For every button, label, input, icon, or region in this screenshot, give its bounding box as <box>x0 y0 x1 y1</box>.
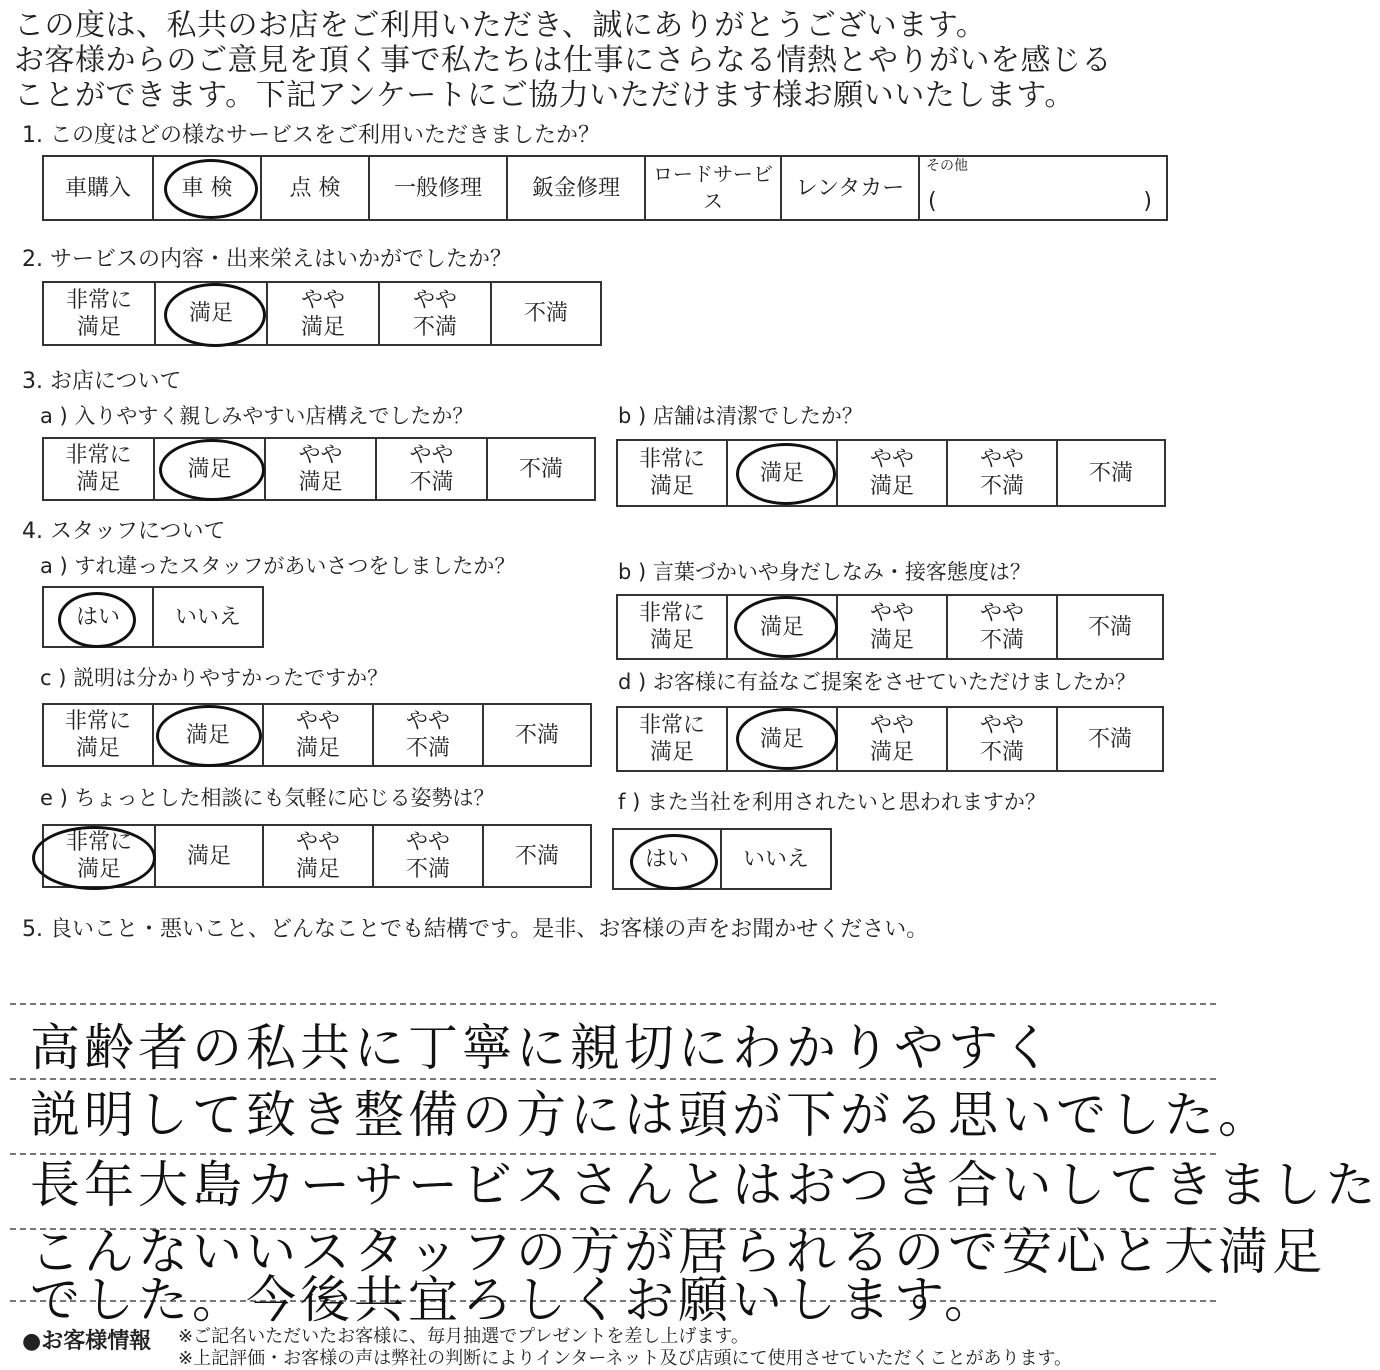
q3a-label: a ) 入りやすく親しみやすい店構えでしたか？ <box>40 404 474 428</box>
option-dissatisfied[interactable]: 不満 <box>523 301 568 326</box>
option-somewhat-satisfied[interactable]: やや 満足 <box>268 283 380 344</box>
option-somewhat-satisfied[interactable]: やや 満足 <box>838 708 948 770</box>
option-somewhat-satisfied[interactable]: やや 満足 <box>838 596 948 658</box>
option-somewhat-dissatisfied[interactable]: やや 不満 <box>948 596 1058 658</box>
intro-line: ことができます。下記アンケートにご協力いただけます様お願いいたします。 <box>14 78 1075 113</box>
option-very-satisfied[interactable]: 非常に 満足 <box>618 596 728 658</box>
option-very-satisfied[interactable]: 非常に 満足 <box>618 441 728 505</box>
option-no[interactable]: いいえ <box>742 846 809 872</box>
option-satisfied[interactable]: 満足 <box>728 441 838 505</box>
q1-option-purchase[interactable]: 車購入 <box>44 157 154 219</box>
q1-option-sheet-metal[interactable]: 鈑金修理 <box>508 157 646 219</box>
option-somewhat-satisfied[interactable]: やや 満足 <box>266 439 377 499</box>
option-somewhat-dissatisfied[interactable]: やや 不満 <box>380 283 492 344</box>
option-satisfied[interactable]: 満足 <box>156 826 264 886</box>
option-very-satisfied[interactable]: 非常に 満足 <box>618 708 728 770</box>
intro-text <box>14 8 1214 113</box>
option-satisfied[interactable]: 満足 <box>728 596 838 658</box>
q4f-yesno <box>612 828 832 890</box>
q4a-yesno <box>42 586 264 648</box>
q4-label: 4. スタッフについて <box>22 519 226 544</box>
option-satisfied[interactable]: 満足 <box>154 705 264 765</box>
option-dissatisfied[interactable]: 不満 <box>514 843 559 869</box>
q4d-label: d ) お客様に有益なご提案をさせていただけましたか？ <box>618 670 1136 694</box>
option-dissatisfied[interactable]: 不満 <box>518 456 563 482</box>
q3a-scale <box>42 437 596 501</box>
option-satisfied[interactable]: 満足 <box>156 283 268 344</box>
q4b-scale <box>616 594 1164 660</box>
customer-info-heading: ●お客様情報 <box>22 1329 152 1354</box>
intro-line: この度は、私共のお店をご利用いただき、誠にありがとうございます。 <box>14 8 987 43</box>
option-satisfied[interactable]: 満足 <box>155 439 266 499</box>
q3b-scale <box>616 439 1166 507</box>
q4a-label: a ) すれ違ったスタッフがあいさつをしましたか？ <box>40 554 516 578</box>
comment-line: 長年大島カーサービスさんとはおつき合いしてきました <box>30 1156 1380 1214</box>
option-somewhat-dissatisfied[interactable]: やや 不満 <box>374 826 484 886</box>
q3b-label: b ) 店舗は清潔でしたか？ <box>618 404 863 428</box>
comment-line: 高齢者の私共に丁寧に親切にわかりやすく <box>30 1019 1056 1077</box>
q1-option-road-service[interactable]: ロードサービス <box>646 157 782 219</box>
comment-line: 説明して致き整備の方には頭が下がる思いでした。 <box>30 1086 1272 1144</box>
q1-options <box>42 155 1168 221</box>
q4b-label: b ) 言葉づかいや身だしなみ・接客態度は？ <box>618 560 1031 584</box>
option-dissatisfied[interactable]: 不満 <box>1088 460 1133 486</box>
q2-scale <box>42 281 602 346</box>
q4c-scale <box>42 703 592 767</box>
q4e-scale <box>42 824 592 888</box>
footnote-1: ※ご記名いただいたお客様に、毎月抽選でプレゼントを差し上げます。 <box>178 1326 749 1347</box>
intro-line: お客様からのご意見を頂く事で私たちは仕事にさらなる情熱とやりがいを感じる <box>14 43 1112 78</box>
comment-line: こんないいスタッフの方が居られるので安心と大満足 <box>30 1223 1326 1281</box>
comment-line: でした。今後共宜ろしくお願いします。 <box>30 1271 998 1329</box>
q1-option-checkup[interactable]: 点 検 <box>262 157 370 219</box>
q4d-scale <box>616 706 1164 772</box>
option-satisfied[interactable]: 満足 <box>728 708 838 770</box>
q4e-label: e ) ちょっとした相談にも気軽に応じる姿勢は？ <box>40 786 495 810</box>
q4f-label: f ) また当社を利用されたいと思われますか？ <box>618 790 1046 814</box>
option-dissatisfied[interactable]: 不満 <box>514 722 559 748</box>
option-very-satisfied[interactable]: 非常に 満足 <box>44 439 155 499</box>
other-label: その他 <box>926 158 968 174</box>
q2-label: 2. サービスの内容・出来栄えはいかがでしたか？ <box>22 247 512 272</box>
option-somewhat-satisfied[interactable]: やや 満足 <box>264 826 374 886</box>
option-very-satisfied[interactable]: 非常に 満足 <box>44 826 156 886</box>
q5-label: 5. 良いこと・悪いこと、どんなことでも結構です。是非、お客様の声をお聞かせください。 <box>22 917 929 942</box>
option-very-satisfied[interactable]: 非常に 満足 <box>44 283 156 344</box>
q1-label: 1. この度はどの様なサービスをご利用いただきましたか？ <box>22 123 600 148</box>
option-dissatisfied[interactable]: 不満 <box>1087 614 1132 640</box>
option-very-satisfied[interactable]: 非常に 満足 <box>44 705 154 765</box>
q1-option-rental[interactable]: レンタカー <box>782 157 920 219</box>
option-dissatisfied[interactable]: 不満 <box>1087 726 1132 752</box>
option-no[interactable]: いいえ <box>174 604 241 630</box>
footnote-2: ※上記評価・お客様の声は弊社の判断によりインターネット及び店頭にて使用させていただくことがあります。 <box>178 1348 1073 1369</box>
option-somewhat-dissatisfied[interactable]: やや 不満 <box>374 705 484 765</box>
writing-line <box>10 1003 1216 1005</box>
option-somewhat-dissatisfied[interactable]: やや 不満 <box>948 441 1058 505</box>
q3-label: 3. お店について <box>22 369 182 394</box>
q1-option-other[interactable]: その他 ( ) <box>926 158 1152 214</box>
option-yes[interactable]: はい <box>614 830 722 888</box>
option-somewhat-satisfied[interactable]: やや 満足 <box>838 441 948 505</box>
option-yes[interactable]: はい <box>44 588 154 646</box>
option-somewhat-satisfied[interactable]: やや 満足 <box>264 705 374 765</box>
q1-option-general-repair[interactable]: 一般修理 <box>370 157 508 219</box>
option-somewhat-dissatisfied[interactable]: やや 不満 <box>948 708 1058 770</box>
option-somewhat-dissatisfied[interactable]: やや 不満 <box>377 439 488 499</box>
q4c-label: c ) 説明は分かりやすかったですか？ <box>40 666 389 690</box>
q1-option-inspection-shaken[interactable]: 車 検 <box>154 157 262 219</box>
